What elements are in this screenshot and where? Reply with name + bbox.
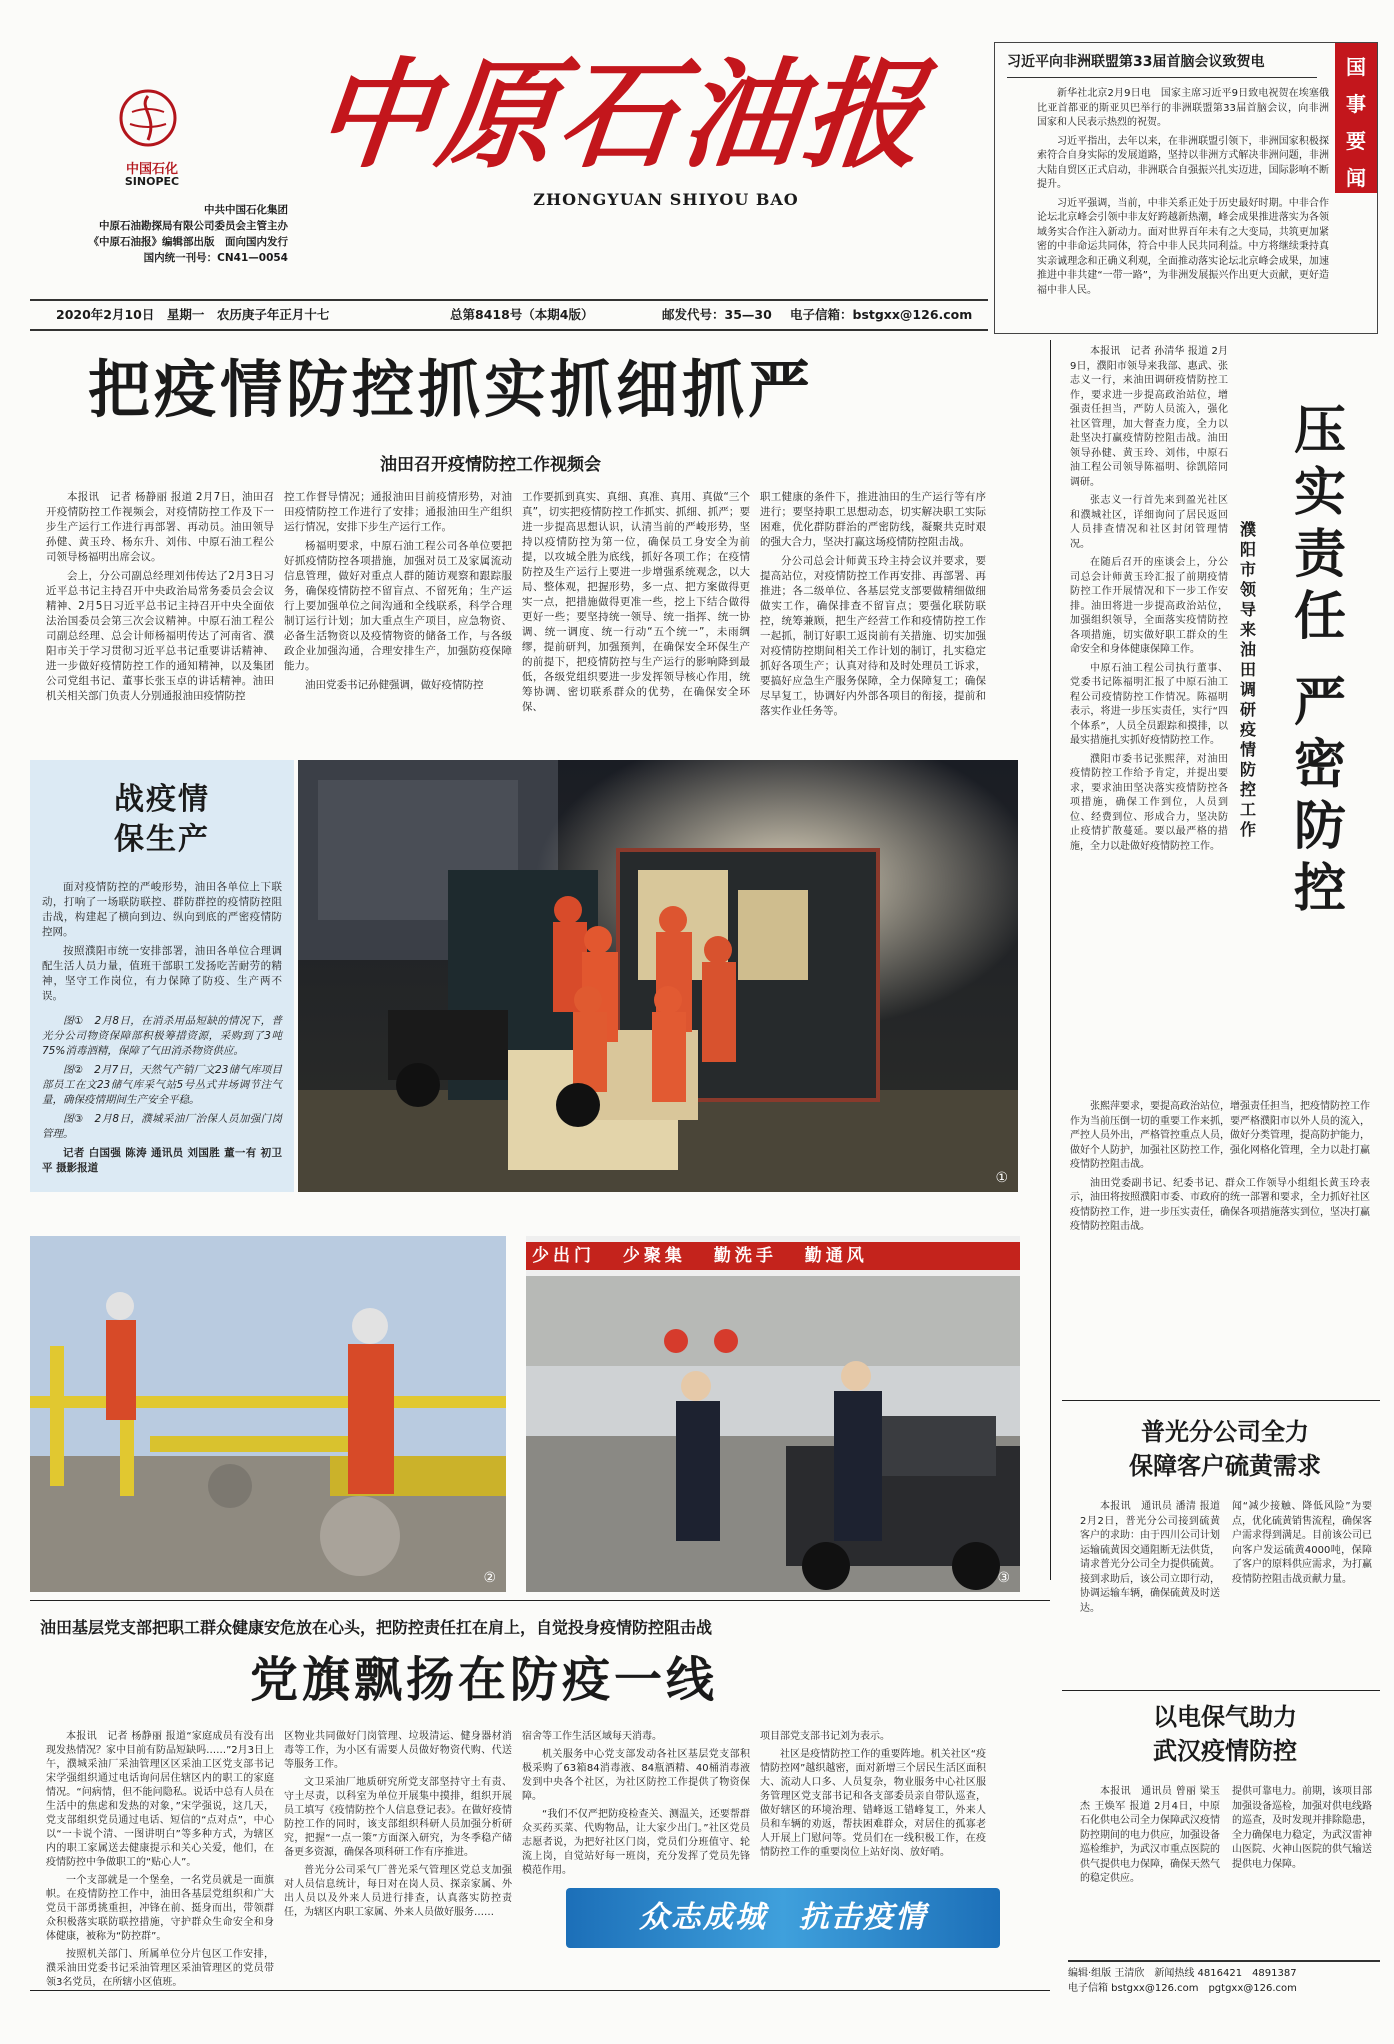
paragraph: 本报讯 记者 杨静丽 报道 2月7日，油田召开疫情防控工作视频会，对疫情防控工作及下一步生产运行工作进行再部署、再动员。油田领导孙健、黄玉玲、杨东升、刘伟、中原石油工程公司领导杨福明出席会议。	[46, 491, 274, 563]
headline-char: 压	[1293, 400, 1346, 461]
paragraph: 杨福明要求，中原石油工程公司各单位要把好抓疫情防控各项措施，加强对员工及家属流动信息管理，做好对重点人群的随访观察和跟踪服务，确保疫情防控不留盲点、不留死角；生产运行上要加强单位之间沟通和全线联系，科学合理制订运行计划；加大重点生产项目，应急物资、必备生活物资以及疫情物资的储备工作，与各级政企业加强沟通，合理安排生产，加强防疫保障能力。	[284, 540, 512, 672]
paragraph: 本报讯 记者 孙清华 报道 2月9日，濮阳市领导来我部、惠武、张志义一行，来油田调研疫情防控工作，要求进一步提高政治站位，增强责任担当，严防人员流入，强化社区管理，加大督查力度，全力以赴坚决打赢疫情防控阻击战。油田领导孙健、黄玉玲、刘伟，中原石油工程公司领导陈福明、徐凯陪同调研。	[1070, 346, 1228, 488]
label-char: 事	[1346, 92, 1366, 116]
feature-title-line: 战疫情	[114, 782, 210, 817]
electric-headline	[1070, 1700, 1380, 1768]
lead-col-4	[760, 490, 986, 723]
divider	[1062, 1400, 1380, 1401]
paragraph: 习近平指出，去年以来，在非洲联盟引领下，非洲国家积极探索符合自身实际的发展道路，坚持以非洲方式解决非洲问题，非洲大陆自贸区正式启动，非洲联合自强振兴扎实迈进，国际影响不断提升。	[1037, 135, 1329, 190]
paragraph: 职工健康的条件下，推进油田的生产运行等有序进行；要坚持职工思想动态，切实解决职工实际困难，优化群防群治的严密防线，凝聚共克时艰的强大合力，坚决打赢这场疫情防控阻击战。	[760, 491, 986, 548]
photo-gate-control	[526, 1236, 1020, 1592]
paragraph: 习近平强调，当前，中非关系正处于历史最好时期。中非合作论坛北京峰会引领中非友好跨越新热潮，峰会成果推进落实为各领域务实合作注入新动力。面对世界百年未有之大变局，共筑更加紧密的中非命运共同体，符合中非人民共同利益。中方将继续秉持真实亲诚理念和正确义利观，全面推动落实论坛北京峰会成果，加速推进中非共建“一带一路”，为非洲发展振兴作出更大贡献，更好造福中非人民。	[1037, 197, 1329, 296]
paragraph: 一个支部就是一个堡垒，一名党员就是一面旗帜。在疫情防控工作中，油田各基层党组织和广大党员干部勇挑重担，冲锋在前、挺身而出，带领群众积极落实联防联控措施，守护群众生命安全和身体健康，被称为“防控群”。	[46, 1875, 274, 1942]
paragraph: 按照濮阳市统一安排部署，油田各单位合理调配生活人员力量，值班干部职工发扬吃苦耐劳的精神，坚守工作岗位，有力保障了防疫、生产两不误。	[42, 945, 282, 1002]
slogan-banner	[566, 1888, 1000, 1948]
gas-facility-scene	[30, 1236, 506, 1592]
editor-line: 编辑·组版 王清欣 新闻热线 4816421 4891387	[1068, 1968, 1297, 1979]
photo-night-loading	[298, 760, 1018, 1192]
right-headline-vertical	[1275, 400, 1365, 920]
paragraph: 闻“减少接触、降低风险”为要点，优化硫黄销售流程，确保客户需求得到满足。目前该公司已向客户发运硫黄4000吨，保障了客户的原料供应需求，为打赢疫情防控阻击战贡献力量。	[1232, 1501, 1372, 1585]
paragraph: 会上，分公司副总经理刘伟传达了2月3日习近平总书记主持召开中央政治局常务委员会会议精神、2月5日习近平总书记主持召开中央全面依法治国委员会第三次会议精神。中原石油工程公司副总经理、总会计师杨福明传达了河南省、濮阳市关于学习贯彻习近平总书记重要讲话精神、进一步做好疫情防控工作的通知精神，以及集团公司党组书记、董事长张玉卓的讲话精神。油田机关相关部门负责人分别通报油田疫情防控	[46, 570, 274, 702]
lead-subhead: 油田召开疫情防控工作视频会	[380, 455, 601, 475]
headline-char: 密	[1293, 734, 1346, 795]
gate-control-scene	[526, 1236, 1020, 1592]
lead-col-3	[522, 490, 750, 719]
paragraph: 普光分公司采气厂普光采气管理区党总支加强对人员信息统计，每日对在岗人员、探亲家属、外出人员以及外来人员进行排查，认真落实防控责任，为辖区内职工家属、外来人员做好服务……	[284, 1865, 512, 1918]
divider	[1050, 340, 1051, 1580]
bottom-col-4	[760, 1730, 986, 1880]
paragraph: 新华社北京2月9日电 国家主席习近平9日致电祝贺在埃塞俄比亚首都亚的斯亚贝巴举行的非洲联盟第33届首脑会议，向非洲国家和人民表示热烈的祝贺。	[1037, 88, 1329, 128]
caption: 图① 2月8日，在消杀用品短缺的情况下，普光分公司物资保障部积极筹措资源，采购到了3吨75%消毒酒精，保障了气田消杀物资供应。	[42, 1015, 282, 1057]
paragraph: 中原石油工程公司执行董事、党委书记陈福明汇报了中原石油工程公司疫情防控工作情况。陈福明表示，将进一步压实责任，实行“四个体系”，人员全员跟踪和摸排，以最实措施扎实抓好疫情防控工作。	[1070, 662, 1228, 746]
electric-col-1	[1080, 1785, 1220, 1891]
headline-line: 以电保气助力	[1153, 1702, 1297, 1731]
bottom-col-3	[522, 1730, 750, 1882]
publisher-line: 中原石油勘探局有限公司委员会主管主办	[99, 220, 288, 232]
label-char: 国	[1346, 55, 1366, 79]
publisher-line: 《中原石油报》编辑部出版 面向国内发行	[88, 236, 288, 248]
right-subhead-vertical: 濮阳市领导来油田调研疫情防控工作	[1240, 520, 1257, 839]
national-news-body	[1037, 87, 1329, 302]
brand-en: SINOPEC	[124, 175, 180, 188]
paragraph: 本报讯 记者 杨静丽 报道“家庭成员有没有出现发热情况？家中目前有防品短缺吗……”2月3日上午，濮城采油厂采油管理区区采油工区党支部书记宋学强组织通过电话询问居住辖区内的职工的家庭情况。“问病情，但不能问隐私。说话中总有人员在生活中的焦虑和发热的对象，”宋学强说，这几天，党支部组织党员通过电话、短信的“点对点”，中心以“一卡说个清、一图讲明白”等多种方式，为辖区内的职工家属送去健康提示和关心关爱，他们，在疫情防控中争做职工的“贴心人”。	[46, 1731, 274, 1868]
puguang-col-1	[1080, 1500, 1220, 1620]
lead-col-1	[46, 490, 274, 708]
issue-date: 2020年2月10日 星期一 农历庚子年正月十七	[56, 307, 330, 322]
masthead	[26, 40, 986, 290]
feature-title-line: 保生产	[114, 822, 210, 857]
feature-body	[42, 880, 282, 1180]
caption: 图③ 2月8日，濮城采油厂治保人员加强门岗管理。	[42, 1113, 282, 1140]
bottom-col-1	[46, 1730, 274, 1994]
paragraph: 张熙萍要求，要提高政治站位，增强责任担当，把疫情防控工作作为当前压倒一切的重要工作来抓，要严格濮阳市以外人员的流入，严控人员外出，严格管控重点人员，做好分类管理，提高防护能力，做好个人防护，加强社区防控工作，强化网格化管理，全力以赴打赢疫情防控阻击战。	[1070, 1101, 1370, 1170]
paragraph: 项目部党支部书记刘为表示。	[760, 1731, 890, 1742]
electric-col-2	[1232, 1785, 1372, 1876]
paragraph: 油田党委书记孙健强调，做好疫情防控	[305, 679, 484, 691]
paragraph: 宿舍等工作生活区域每天消毒。	[522, 1731, 662, 1742]
divider	[30, 1990, 1050, 1991]
bottom-col-2	[284, 1730, 512, 1924]
right-story-body-bottom	[1070, 1100, 1370, 1239]
photo-gas-facility	[30, 1236, 506, 1592]
label-char: 要	[1346, 129, 1366, 153]
email-line: 电子信箱 bstgxx@126.com pgtgxx@126.com	[1068, 1983, 1297, 1994]
contact-email: 电子信箱：bstgxx@126.com	[790, 307, 973, 322]
lead-col-2	[284, 490, 512, 697]
banner	[526, 1242, 1020, 1270]
sinopec-logo	[118, 88, 178, 148]
photo-mark: ②	[483, 1570, 496, 1586]
photo-mark: ①	[995, 1170, 1008, 1186]
banner-text: 少聚集	[622, 1246, 686, 1266]
paragraph: 面对疫情防控的严峻形势，油田各单位上下联动，打响了一场联防联控、群防群控的疫情防控阻击战，构建起了横向到边、纵向到底的严密疫情防控网。	[42, 881, 282, 938]
lead-headline: 把疫情防控抓实抓细抓严	[88, 353, 815, 426]
publisher-line: 中共中国石化集团	[204, 204, 288, 216]
publisher-line: 国内统一刊号：CN41—0054	[143, 252, 288, 264]
bottom-headline: 党旗飘扬在防疫一线	[250, 1652, 719, 1708]
headline-char: 责	[1293, 524, 1346, 585]
label-char: 闻	[1346, 166, 1366, 190]
newspaper-title: 中原石油报	[308, 45, 934, 184]
photo-credits: 记者 白国强 陈涛 通讯员 刘国胜 董一有 初卫平 摄影报道	[42, 1147, 282, 1174]
paragraph: 本报讯 通讯员 潘清 报道 2月2日，普光分公司接到硫黄客户的求助：由于四川公司计划运输硫黄因交通阻断无法供货，请求普光分公司全力提供硫黄。接到求助后，该公司立即行动，协调运输车辆，确保硫黄及时送达。	[1080, 1501, 1220, 1614]
banner-text: 少出门	[532, 1246, 595, 1266]
bottom-kicker: 油田基层党支部把职工群众健康安危放在心头，把防控责任扛在肩上，自觉投身疫情防控阻击战	[40, 1618, 713, 1637]
paragraph: 提供可靠电力。前期，该项目部加强设备巡检，加强对供电线路的巡查，及时发现并排除隐患，全力确保电力稳定，为武汉雷神山医院、火神山医院的供气输送提供电力保障。	[1232, 1786, 1372, 1870]
paragraph: 工作要抓到真实、真细、真准、真用、真做“三个真”，切实把疫情防控工作抓实、抓细、抓严；要进一步提高思想认识，认清当前的严峻形势，坚持以疫情防控为第一位，确保员工身安全为前提，以攻城全胜为底线，抓好各项工作；在疫情防控及生产运行上要进一步增强系统观念，以大局、整体观，把握形势，多一点、把方案做得更实一点，把措施做得更准一些，挖上下结合做得更好一些；要坚持统一领导、统一指挥、统一协调、统一调度、统一行动“五个统一”，未雨绸缪，提前研判，加强预判，在确保安全环保生产的前提下，把疫情防控与生产运行的影响降到最低，各级党组织要进一步发挥领导核心作用，统筹协调、密切联系群众的优势，在确保安全环保、	[522, 491, 750, 713]
right-story-body-top	[1070, 345, 1228, 858]
national-news-headline: 习近平向非洲联盟第33届首脑会议致贺电	[1007, 51, 1317, 78]
headline-char: 任	[1293, 586, 1346, 647]
postal-code: 邮发代号：35—30	[662, 307, 772, 322]
paragraph: 濮阳市委书记张熙萍，对油田疫情防控工作给予肯定，并提出要求，要求油田坚决落实疫情防控各项措施，确保工作到位，人员到位、经费到位、形成合力，坚决防止疫情扩散蔓延。要以最严格的措施，全力以赴做好疫情防控工作。	[1070, 753, 1228, 852]
divider	[1062, 1690, 1380, 1691]
paragraph: 油田党委副书记、纪委书记、群众工作领导小组组长黄玉玲表示，油田将按照濮阳市委、市政府的统一部署和要求，全力抓好社区疫情防控工作，进一步压实责任，确保各项措施落实到位，坚决打赢疫情防控阻击战。	[1070, 1177, 1370, 1232]
slogan-text: 众志成城 抗击疫情	[639, 1900, 927, 1935]
paragraph: 按照机关部门、所属单位分片包区工作安排，濮采油田党委书记采油管理区采油管理区的党员带领3名党员，在所辖小区值班。	[46, 1949, 274, 1988]
paragraph: 机关服务中心党支部发动各社区基层党支部积极采购了63箱84消毒液、84瓶酒精、40桶消毒液发到中央各个社区，为社区防控工作提供了物资保障。	[522, 1749, 750, 1802]
paragraph: 区物业共同做好门岗管理、垃圾清运、健身器材消毒等工作，为小区有需要人员做好物资代购、代送等服务工作。	[284, 1731, 512, 1770]
paragraph: “我们不仅严把防疫检查关、测温关，还要帮群众买药买菜、代购物品，让大家少出门。”社区党员志愿者说，为把好社区门岗，党员们分班值守、轮流上岗，自觉站好每一班岗，充分发挥了党员先锋模范作用。	[522, 1809, 750, 1876]
dateline-bar	[30, 299, 988, 331]
footer-info	[1068, 1960, 1380, 1996]
sinopec-emblem-icon	[118, 88, 178, 148]
puguang-headline	[1070, 1415, 1380, 1483]
night-loading-scene	[298, 760, 1018, 1192]
photo-mark: ③	[997, 1570, 1010, 1586]
publisher-info	[48, 202, 288, 266]
paragraph: 控工作督导情况；通报油田目前疫情形势，对油田疫情防控工作进行了安排；通报油田生产组织运行情况，安排下步生产运行工作。	[284, 491, 512, 533]
headline-char: 防	[1293, 796, 1346, 857]
banner-text: 勤通风	[804, 1246, 868, 1266]
paragraph: 分公司总会计师黄玉玲主持会议并要求，要提高站位，对疫情防控工作再安排、再部署、再推进；各二级单位、各基层党支部要做精细做细做实工作，确保排查不留盲点；要强化联防联控，统筹兼顾，把生产经营工作和疫情防控工作一起抓，制订好职工返岗前有关措施、切实加强对疫情防控期间相关工作计划的制订，扎实稳定抓好各项生产；认真对待和及时处理员工诉求，要搞好应急生产服务保障，全力保障复工；确保尽早复工，协调好内外部各项目的衔接，提前和落实作业任务等。	[760, 555, 986, 717]
national-news-box	[994, 42, 1378, 334]
paragraph: 在随后召开的座谈会上，分公司总会计师黄玉玲汇报了前期疫情防控工作开展情况和下一步工作安排。油田将进一步提高政治站位，加强组织领导，全面落实疫情防控各项措施，切实做好职工群众的生命安全和身体健康保障工作。	[1070, 557, 1228, 655]
headline-line: 普光分公司全力	[1141, 1417, 1309, 1446]
national-news-label	[1335, 43, 1377, 193]
issue-number: 总第8418号（本期4版）	[450, 307, 594, 322]
headline-line: 保障客户硫黄需求	[1129, 1451, 1321, 1480]
feature-title	[30, 780, 294, 860]
headline-char: 实	[1293, 462, 1346, 523]
paragraph: 文卫采油厂地质研究所党支部坚持守土有责、守土尽责，以科室为单位开展集中摸排，组织开展员工填写《疫情防控个人信息登记表》。在做好疫情防控工作的同时，该支部组织科研人员加强分析研究，把握“一点一策”方面深入研究，为冬季稳产储备更多资源，确保各项科研工作有序推进。	[284, 1777, 512, 1858]
headline-char: 严	[1293, 672, 1346, 733]
puguang-col-2	[1232, 1500, 1372, 1591]
newspaper-pinyin: ZHONGYUAN SHIYOU BAO	[533, 190, 799, 209]
headline-line: 武汉疫情防控	[1153, 1736, 1297, 1765]
paragraph: 本报讯 通讯员 曾丽 梁玉杰 王焕军 报道 2月4日，中原石化供电公司全力保障武汉疫情防控期间的电力供应，加强设备巡检维护，为武汉市重点医院的供气提供电力保障，确保天然气的稳定供应。	[1080, 1786, 1220, 1884]
headline-char: 控	[1293, 858, 1346, 919]
brand-cn: 中国石化	[125, 162, 178, 177]
divider	[30, 1600, 1050, 1601]
banner-text: 勤洗手	[713, 1246, 777, 1266]
paragraph: 张志义一行首先来到盈光社区和濮城社区，详细询问了居民返回人员排查情况和社区封闭管理情况。	[1070, 495, 1228, 550]
caption: 图② 2月7日，天然气产销厂文23储气库项目部员工在文23储气库采气站5号丛式井场调节注气量，确保疫情期间生产安全平稳。	[42, 1064, 282, 1106]
paragraph: 社区是疫情防控工作的重要阵地。机关社区“疫情防控网”越织越密，面对新增三个居民生活区面积大、流动人口多、人员复杂，物业服务中心社区服务管理区党支部书记和各支部委员亲自带队巡查，做好辖区的环境治理、错峰返工错峰复工，外来人员和车辆的劝返，帮扶困难群众，对居住的孤寡老人开展上门慰问等。党员们在一线积极工作，在疫情防控工作的重要岗位上站好岗、放好哨。	[760, 1749, 986, 1858]
